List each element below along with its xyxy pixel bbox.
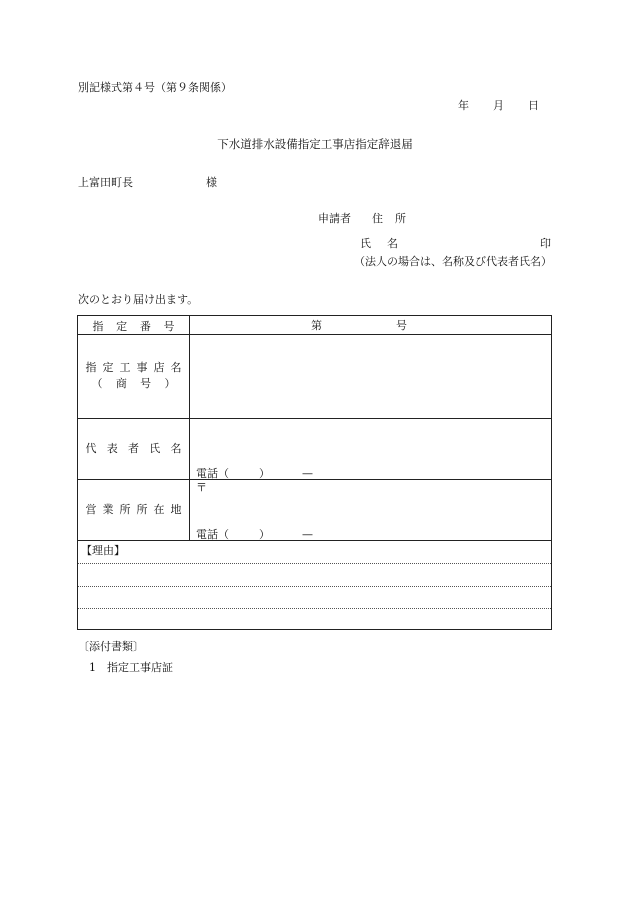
designation-number-label-cell [78, 319, 189, 335]
representative-label-cell [78, 441, 189, 457]
reason-writing-line [78, 586, 551, 587]
form-number: 別記様式第４号（第９条関係） [78, 81, 232, 94]
office-address-label: 営業所所在地 [85, 503, 182, 516]
row-divider [78, 479, 551, 480]
applicant-name-label: 氏名 [360, 237, 414, 250]
month-label: 月 [493, 99, 504, 112]
year-label: 年 [458, 99, 469, 112]
designation-number-prefix: 第 [311, 319, 322, 332]
row-divider [78, 540, 551, 541]
representative-phone-row [196, 465, 313, 481]
store-name-label: 指定工事店名 [85, 361, 182, 374]
designation-number-suffix: 号 [396, 319, 407, 332]
trade-name-label: （商号） [91, 376, 176, 390]
representative-label: 代表者氏名 [85, 442, 182, 455]
reason-writing-line [78, 563, 551, 564]
phone-paren-close: ） [259, 528, 270, 541]
date-line [458, 100, 539, 111]
office-phone-row [196, 526, 313, 542]
phone-dash: — [302, 528, 313, 541]
attachments-title: 〔添付書類〕 [78, 640, 144, 653]
attachment-item-text: 指定工事店証 [107, 661, 173, 674]
reason-label: 【理由】 [81, 544, 125, 557]
applicant-address-label: 住所 [372, 212, 418, 225]
row-divider [78, 418, 551, 419]
seal-mark: 印 [540, 237, 551, 250]
office-address-label-cell [78, 502, 189, 518]
store-name-label-cell [78, 360, 189, 392]
designation-number-label: 指定番号 [92, 320, 175, 333]
addressee-honorific: 様 [206, 176, 217, 189]
phone-paren-close: ） [259, 467, 270, 480]
intro-text: 次のとおり届け出ます。 [78, 293, 199, 306]
postal-mark: 〒 [196, 481, 207, 494]
applicant-label: 申請者 [318, 212, 351, 225]
phone-label: 電話（ [196, 528, 229, 541]
phone-label: 電話（ [196, 467, 229, 480]
column-divider [189, 316, 190, 540]
attachment-item-number: 1 [89, 661, 96, 674]
reason-writing-line [78, 608, 551, 609]
notification-table [77, 315, 552, 630]
phone-dash: — [302, 467, 313, 480]
attachment-item [89, 662, 173, 673]
document-title: 下水道排水設備指定工事店指定辞退届 [217, 137, 413, 151]
day-label: 日 [528, 99, 539, 112]
corporate-note: （法人の場合は、名称及び代表者氏名） [354, 255, 552, 268]
addressee-name: 上富田町長 [78, 176, 133, 189]
